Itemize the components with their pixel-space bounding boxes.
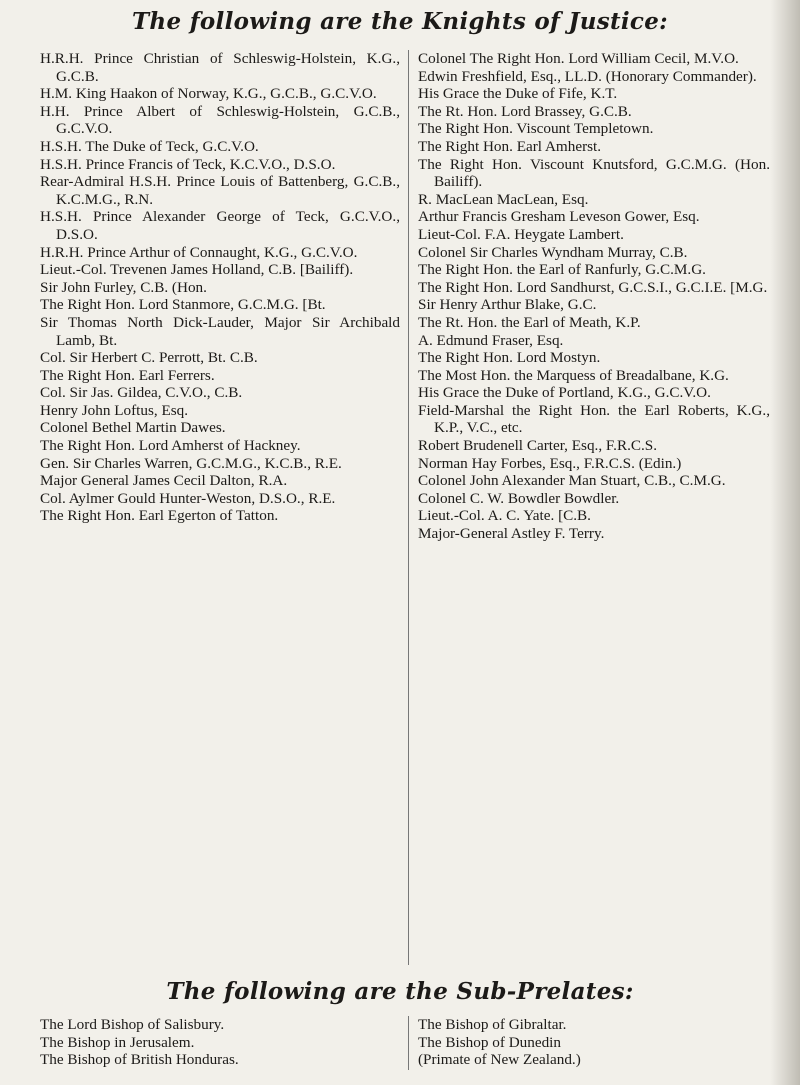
- knight-entry: The Rt. Hon. the Earl of Meath, K.P.: [418, 313, 641, 331]
- knight-entry: H.M. King Haakon of Norway, K.G., G.C.B., G.C.V.O.: [40, 85, 377, 103]
- knight-entry: Lieut-Col. F.A. Heygate Lambert.: [418, 225, 624, 243]
- knight-entry: Sir John Furley, C.B. (Hon.: [40, 278, 207, 296]
- knights-right-column: [418, 50, 770, 543]
- knight-entry: H.S.H. Prince Alexander George of Teck, G.C.V.O., D.S.O.: [40, 208, 400, 243]
- knight-entry: His Grace the Duke of Portland, K.G., G.C.V.O.: [418, 384, 711, 402]
- knight-entry: Gen. Sir Charles Warren, G.C.M.G., K.C.B., R.E.: [40, 454, 342, 472]
- sub-prelate-entry: (Primate of New Zealand.): [418, 1051, 581, 1069]
- knights-heading: The following are the Knights of Justice:: [132, 8, 668, 35]
- sub-prelates-divider: [408, 1016, 409, 1070]
- knight-entry: The Right Hon. Viscount Templetown.: [418, 120, 654, 138]
- knight-entry: Rear-Admiral H.S.H. Prince Louis of Battenberg, G.C.B., K.C.M.G., R.N.: [40, 173, 400, 208]
- knight-entry: Robert Brudenell Carter, Esq., F.R.C.S.: [418, 437, 658, 455]
- knight-entry: Colonel The Right Hon. Lord William Cecil, M.V.O.: [418, 50, 739, 67]
- knight-entry: The Right Hon. Lord Amherst of Hackney.: [40, 437, 301, 455]
- knight-entry: Arthur Francis Gresham Leveson Gower, Esq.: [418, 208, 700, 226]
- knight-entry: The Rt. Hon. Lord Brassey, G.C.B.: [418, 102, 632, 120]
- knight-entry: H.S.H. The Duke of Teck, G.C.V.O.: [40, 137, 259, 155]
- knight-entry: Lieut.-Col. Trevenen James Holland, C.B. [Bailiff).: [40, 261, 354, 279]
- knight-entry: Colonel John Alexander Man Stuart, C.B., C.M.G.: [418, 472, 726, 490]
- knight-entry: Major General James Cecil Dalton, R.A.: [40, 472, 288, 490]
- knight-entry: H.H. Prince Albert of Schleswig-Holstein, G.C.B., G.C.V.O.: [40, 102, 400, 138]
- knight-entry: Col. Aylmer Gould Hunter-Weston, D.S.O., R.E.: [40, 489, 336, 507]
- knight-entry: H.S.H. Prince Francis of Teck, K.C.V.O., D.S.O.: [40, 155, 336, 173]
- knight-entry: A. Edmund Fraser, Esq.: [418, 331, 564, 349]
- sub-prelate-entry: The Bishop in Jerusalem.: [40, 1033, 195, 1051]
- sub-prelates-heading: The following are the Sub-Prelates:: [166, 978, 634, 1005]
- knight-entry: The Right Hon. the Earl of Ranfurly, G.C.M.G.: [418, 261, 706, 279]
- knight-entry: Colonel C. W. Bowdler Bowdler.: [418, 489, 620, 507]
- knight-entry: Major-General Astley F. Terry.: [418, 525, 605, 543]
- page-edge-shadow: [770, 0, 800, 1085]
- knight-entry: R. MacLean MacLean, Esq.: [418, 190, 589, 208]
- knight-entry: H.R.H. Prince Christian of Schleswig-Holstein, K.G., G.C.B.: [40, 50, 400, 85]
- knight-entry: Col. Sir Jas. Gildea, C.V.O., C.B.: [40, 384, 243, 402]
- column-divider: [408, 50, 409, 965]
- knight-entry: Col. Sir Herbert C. Perrott, Bt. C.B.: [40, 349, 258, 367]
- knight-entry: The Right Hon. Earl Egerton of Tatton.: [40, 507, 279, 525]
- knight-entry: The Right Hon. Lord Mostyn.: [418, 349, 601, 367]
- knight-entry: Field-Marshal the Right Hon. the Earl Roberts, K.G., K.P., V.C., etc.: [418, 401, 770, 437]
- sub-prelates-left-column: [40, 1016, 400, 1069]
- sub-prelate-entry: The Bishop of British Honduras.: [40, 1051, 239, 1069]
- knight-entry: Sir Henry Arthur Blake, G.C.: [418, 296, 597, 314]
- knight-entry: His Grace the Duke of Fife, K.T.: [418, 85, 618, 103]
- knight-entry: Norman Hay Forbes, Esq., F.R.C.S. (Edin.): [418, 454, 682, 472]
- knight-entry: H.R.H. Prince Arthur of Connaught, K.G., G.C.V.O.: [40, 243, 358, 261]
- sub-prelates-right-column: [418, 1016, 770, 1069]
- knights-left-column: [40, 50, 400, 525]
- knight-entry: Edwin Freshfield, Esq., LL.D. (Honorary Commander).: [418, 67, 757, 85]
- knight-entry: The Right Hon. Earl Ferrers.: [40, 366, 215, 384]
- sub-prelate-entry: The Bishop of Dunedin: [418, 1033, 561, 1051]
- sub-prelate-entry: The Bishop of Gibraltar.: [418, 1016, 567, 1033]
- knight-entry: The Right Hon. Lord Sandhurst, G.C.S.I., G.C.I.E. [M.G.: [418, 278, 768, 296]
- knight-entry: The Most Hon. the Marquess of Breadalbane, K.G.: [418, 366, 729, 384]
- knight-entry: The Right Hon. Lord Stanmore, G.C.M.G. [Bt.: [40, 296, 326, 314]
- knight-entry: Sir Thomas North Dick-Lauder, Major Sir Archibald Lamb, Bt.: [40, 313, 400, 349]
- knight-entry: Henry John Loftus, Esq.: [40, 401, 189, 419]
- sub-prelate-entry: The Lord Bishop of Salisbury.: [40, 1016, 225, 1033]
- knight-entry: The Right Hon. Viscount Knutsford, G.C.M.G. (Hon. Bailiff).: [418, 155, 770, 191]
- knight-entry: The Right Hon. Earl Amherst.: [418, 137, 602, 155]
- knight-entry: Lieut.-Col. A. C. Yate. [C.B.: [418, 507, 591, 525]
- knight-entry: Colonel Bethel Martin Dawes.: [40, 419, 226, 437]
- knight-entry: Colonel Sir Charles Wyndham Murray, C.B.: [418, 243, 688, 261]
